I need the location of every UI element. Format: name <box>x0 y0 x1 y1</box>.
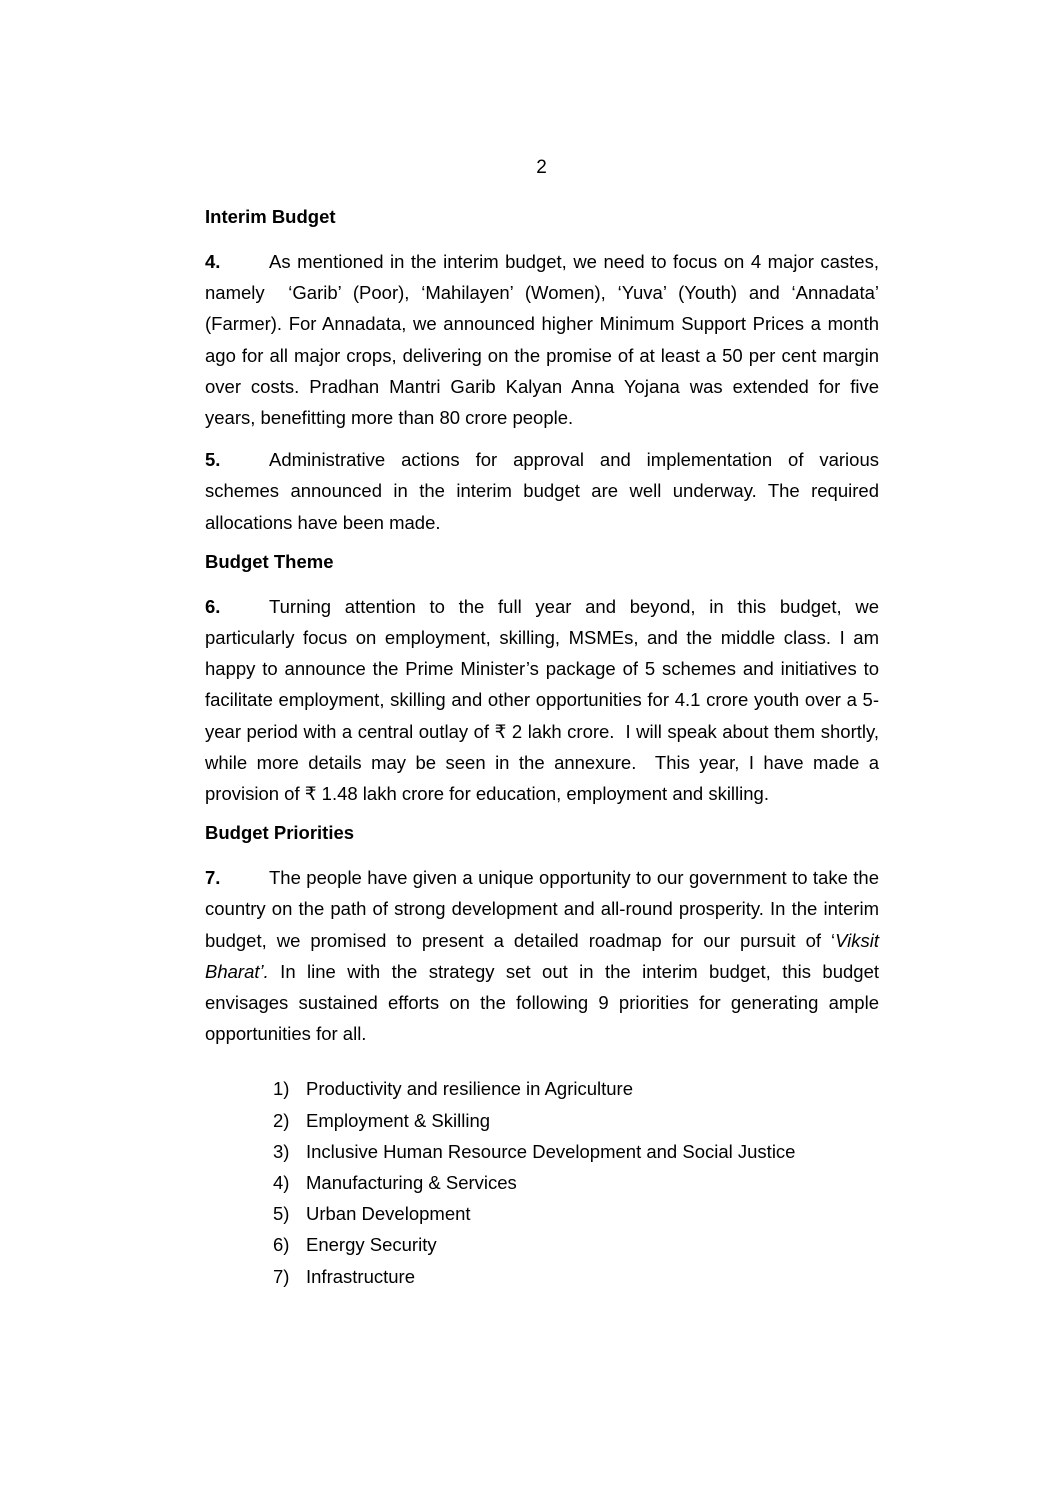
list-item-label: Urban Development <box>306 1203 471 1225</box>
list-item-number: 1) <box>273 1078 290 1100</box>
paragraph-4 <box>205 246 879 433</box>
paragraph-text-italic: Viksit Bharat’. <box>205 929 879 982</box>
list-item-number: 3) <box>273 1140 290 1162</box>
list-item <box>273 1167 879 1198</box>
list-item <box>273 1229 879 1260</box>
paragraph-text: Administrative actions for approval and implementation of various schemes announced in the interim budget are well underway. The required allocations have been made. <box>205 449 879 533</box>
section-heading-budget-priorities: Budget Priorities <box>205 822 355 844</box>
list-item <box>273 1136 879 1167</box>
list-item <box>273 1198 879 1229</box>
section-heading-interim-budget: Interim Budget <box>205 206 336 227</box>
list-item-number: 2) <box>273 1109 290 1131</box>
list-item-label: Employment & Skilling <box>306 1109 491 1131</box>
paragraph-number: 7. <box>205 867 221 889</box>
paragraph-6 <box>205 591 879 809</box>
list-item-label: Productivity and resilience in Agriculture <box>306 1078 633 1100</box>
list-item-label: Infrastructure <box>306 1265 415 1287</box>
list-item-label: Energy Security <box>306 1234 437 1256</box>
section-heading-budget-theme: Budget Theme <box>205 550 334 572</box>
priority-list <box>205 1073 879 1291</box>
paragraph-text: Turning attention to the full year and beyond, in this budget, we particularly focus on employment, skilling, MSMEs, and the middle class. I am happy to announce the Prime Minister’s package of 5 schemes and initiatives to facilitate employment, skilling and other opportunities for 4.1 crore youth over a 5-year period with a central outlay of ₹ 2 lakh crore. I will speak about them shortly, while more details may be seen in the annexure. This year, I have made a provision of ₹ 1.48 lakh crore for education, employment and skilling. <box>205 595 879 805</box>
paragraph-number: 4. <box>205 251 221 272</box>
list-item-number: 5) <box>273 1203 290 1225</box>
list-item <box>273 1073 879 1104</box>
list-item-label: Manufacturing & Services <box>306 1172 517 1194</box>
paragraph-number: 6. <box>205 595 221 617</box>
paragraph-5 <box>205 444 879 538</box>
document-body <box>205 204 879 1292</box>
list-item-number: 4) <box>273 1172 290 1194</box>
paragraph-text: As mentioned in the interim budget, we need to focus on 4 major castes, namely ‘Garib’ (Poor), ‘Mahilayen’ (Women), ‘Yuva’ (Youth) and ‘Annadata’ (Farmer). For Annadata, we announced higher Minimum Support Prices a month ago for all major crops, delivering on the promise of at least a 50 per cent margin over costs. Pradhan Mantri Garib Kalyan Anna Yojana was extended for five years, benefitting more than 80 crore people. <box>205 251 879 429</box>
list-item <box>273 1261 879 1292</box>
list-item-label: Inclusive Human Resource Development and Social Justice <box>306 1140 796 1162</box>
paragraph-text-continued: In line with the strategy set out in the interim budget, this budget envisages sustained efforts on the following 9 priorities for generating ample opportunities for all. <box>205 960 879 1045</box>
list-item-number: 6) <box>273 1234 290 1256</box>
list-item <box>273 1105 879 1136</box>
paragraph-number: 5. <box>205 449 221 471</box>
page-number: 2 <box>536 157 547 178</box>
paragraph-text: The people have given a unique opportunity to our government to take the country on the path of strong development and all-round prosperity. In the interim budget, we promised to present a detailed roadmap for our pursuit of ‘ <box>205 867 879 951</box>
paragraph-7 <box>205 862 879 1049</box>
list-item-number: 7) <box>273 1265 290 1287</box>
